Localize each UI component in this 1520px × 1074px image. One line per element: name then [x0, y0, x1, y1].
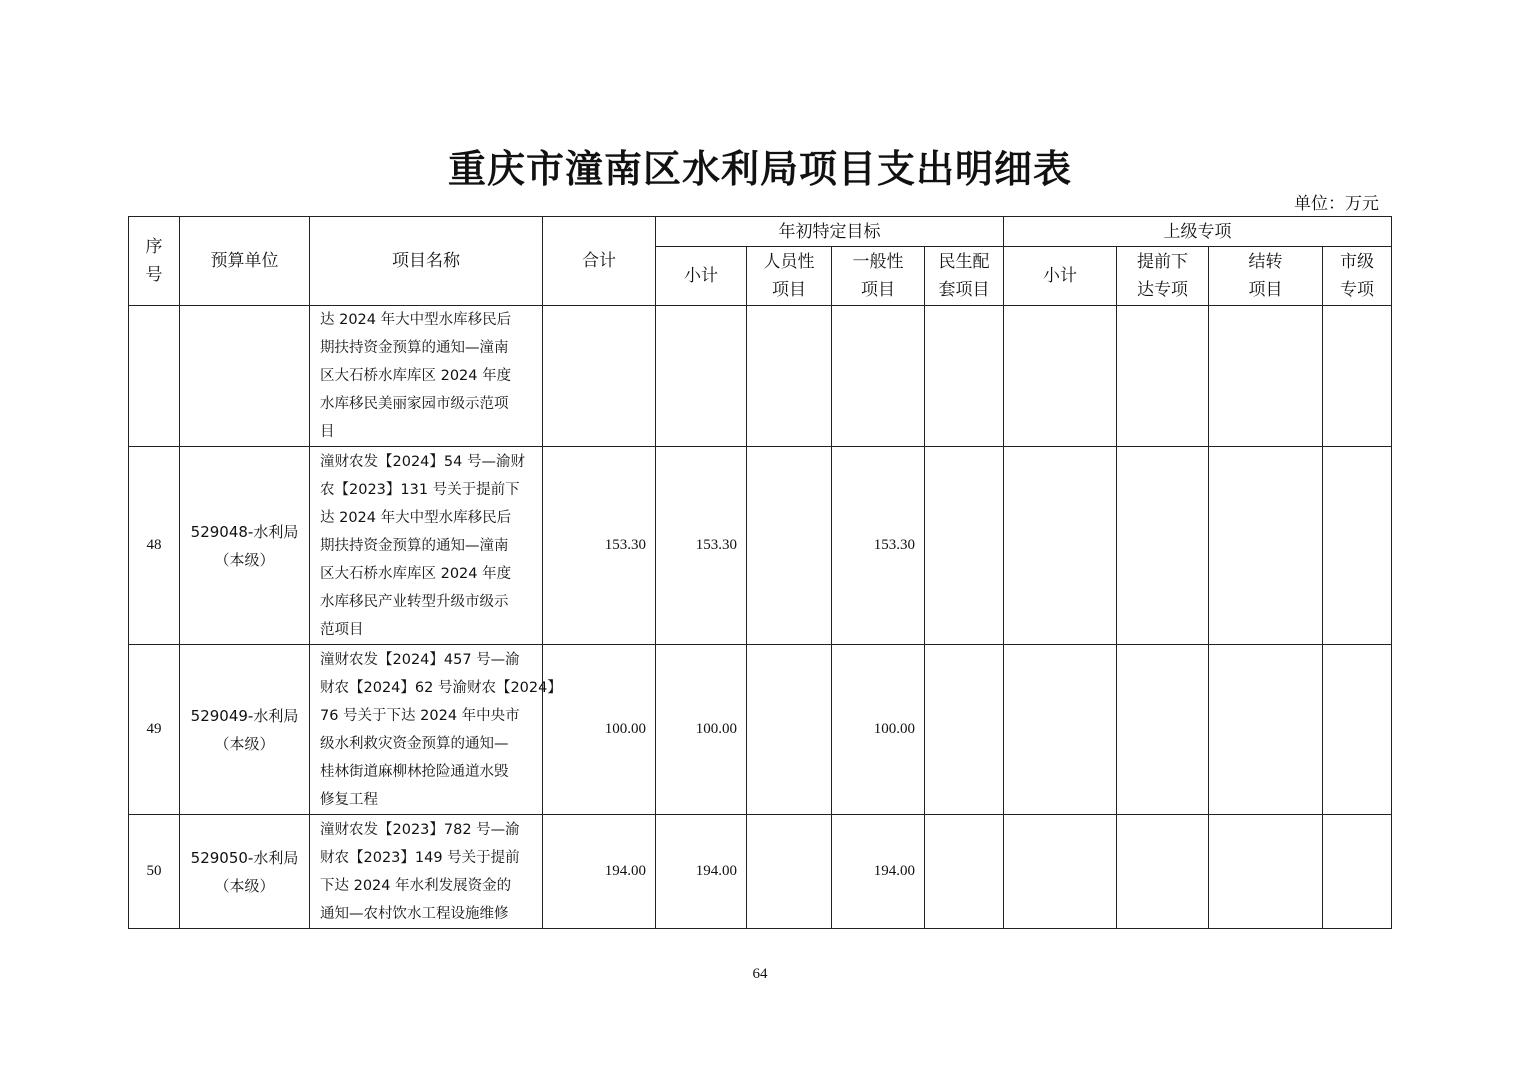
- cell-superior-city: [1323, 645, 1392, 815]
- header-group-superior: 上级专项: [1004, 217, 1392, 247]
- page-number: 64: [752, 966, 768, 982]
- header-superior-carryover-line1: 结转: [1248, 252, 1283, 272]
- project-line: 潼财农发【2024】457 号—渝: [320, 651, 520, 668]
- cell-annual-subtotal: [656, 306, 747, 447]
- cell-budget-unit-level: （本级）: [214, 550, 275, 569]
- cell-project-name: [310, 447, 543, 645]
- cell-budget-unit-level: （本级）: [214, 876, 275, 895]
- cell-budget-unit-code: 529050-水利局: [190, 848, 299, 867]
- cell-annual-subtotal: 194.00: [656, 815, 747, 929]
- cell-annual-general: 194.00: [832, 815, 925, 929]
- header-annual-livelihood-line2: 套项目: [938, 280, 990, 300]
- project-line: 下达 2024 年水利发展资金的: [320, 877, 512, 894]
- cell-budget-unit: [180, 306, 310, 447]
- cell-budget-unit-level: （本级）: [214, 734, 275, 753]
- project-line: 达 2024 年大中型水库移民后: [320, 509, 512, 526]
- project-line: 农【2023】131 号关于提前下: [320, 481, 520, 498]
- cell-superior-advance: [1117, 306, 1209, 447]
- project-line: 期扶持资金预算的通知—潼南: [320, 537, 509, 554]
- cell-annual-personnel: [747, 645, 832, 815]
- cell-seq: [129, 306, 180, 447]
- unit-label: 单位：万元: [1294, 194, 1379, 214]
- cell-superior-subtotal: [1004, 815, 1117, 929]
- header-annual-livelihood: [925, 247, 1004, 306]
- project-line: 修复工程: [320, 791, 378, 808]
- cell-superior-carryover: [1209, 815, 1323, 929]
- table-row: [129, 306, 1392, 447]
- header-annual-personnel-line2: 项目: [772, 280, 806, 300]
- project-line: 水库移民产业转型升级市级示: [320, 593, 509, 610]
- cell-total: 153.30: [543, 447, 656, 645]
- expenditure-detail-table: [128, 216, 1392, 929]
- header-superior-city-line2: 专项: [1340, 280, 1374, 300]
- cell-superior-city: [1323, 447, 1392, 645]
- header-annual-general: [832, 247, 925, 306]
- header-superior-subtotal: 小计: [1004, 247, 1117, 306]
- cell-superior-carryover: [1209, 306, 1323, 447]
- cell-project-name: [310, 645, 562, 815]
- cell-superior-city: [1323, 306, 1392, 447]
- project-line: 财农【2023】149 号关于提前: [320, 849, 520, 866]
- page-title: 重庆市潼南区水利局项目支出明细表: [447, 146, 1072, 191]
- cell-annual-livelihood: [925, 306, 1004, 447]
- cell-annual-livelihood: [925, 447, 1004, 645]
- cell-annual-subtotal: 153.30: [656, 447, 747, 645]
- cell-superior-subtotal: [1004, 645, 1117, 815]
- project-line: 范项目: [320, 621, 364, 638]
- cell-annual-general: [832, 306, 925, 447]
- project-line: 达 2024 年大中型水库移民后: [320, 312, 512, 328]
- header-annual-subtotal: 小计: [656, 247, 747, 306]
- header-seq: [129, 217, 180, 306]
- header-seq-line1: 序: [145, 237, 163, 257]
- cell-budget-unit-code: 529049-水利局: [190, 706, 299, 725]
- cell-seq: 50: [129, 815, 180, 929]
- project-line: 目: [320, 424, 335, 440]
- cell-seq: 48: [129, 447, 180, 645]
- project-line: 期扶持资金预算的通知—潼南: [320, 340, 509, 356]
- header-superior-carryover: [1209, 247, 1323, 306]
- cell-annual-personnel: [747, 447, 832, 645]
- header-annual-livelihood-line1: 民生配: [938, 252, 990, 272]
- table-row: [129, 815, 1392, 929]
- cell-superior-carryover: [1209, 645, 1323, 815]
- cell-superior-advance: [1117, 447, 1209, 645]
- cell-annual-livelihood: [925, 815, 1004, 929]
- header-superior-advance: [1117, 247, 1209, 306]
- cell-annual-livelihood: [925, 645, 1004, 815]
- header-annual-personnel: [747, 247, 832, 306]
- project-line: 潼财农发【2024】54 号—渝财: [320, 453, 525, 470]
- cell-superior-advance: [1117, 815, 1209, 929]
- cell-seq: 49: [129, 645, 180, 815]
- cell-budget-unit-code: 529048-水利局: [190, 522, 299, 541]
- cell-annual-general: 153.30: [832, 447, 925, 645]
- project-line: 76 号关于下达 2024 年中央市: [320, 707, 520, 724]
- header-superior-city: [1323, 247, 1392, 306]
- cell-budget-unit: [180, 447, 310, 645]
- header-superior-advance-line1: 提前下: [1137, 252, 1188, 272]
- project-line: 级水利救灾资金预算的通知—: [320, 735, 509, 752]
- cell-annual-subtotal: 100.00: [656, 645, 747, 815]
- cell-annual-personnel: [747, 306, 832, 447]
- project-line: 通知—农村饮水工程设施维修: [320, 905, 509, 922]
- project-line: 区大石桥水库库区 2024 年度: [320, 368, 512, 384]
- header-annual-general-line2: 项目: [861, 280, 895, 300]
- header-total: 合计: [543, 217, 656, 306]
- cell-superior-subtotal: [1004, 447, 1117, 645]
- header-seq-line2: 号: [145, 265, 163, 285]
- table-body: [129, 306, 1392, 929]
- cell-superior-city: [1323, 815, 1392, 929]
- cell-budget-unit: [180, 645, 310, 815]
- table-row: [129, 447, 1392, 645]
- header-annual-personnel-line1: 人员性: [763, 252, 815, 272]
- header-group-annual: 年初特定目标: [656, 217, 1004, 247]
- header-superior-carryover-line2: 项目: [1248, 280, 1283, 300]
- cell-total: [543, 306, 656, 447]
- cell-annual-general: 100.00: [832, 645, 925, 815]
- header-annual-general-line1: 一般性: [852, 252, 904, 272]
- cell-annual-personnel: [747, 815, 832, 929]
- cell-superior-carryover: [1209, 447, 1323, 645]
- project-line: 潼财农发【2023】782 号—渝: [320, 821, 520, 838]
- cell-total: 194.00: [543, 815, 656, 929]
- cell-project-name: [310, 306, 543, 447]
- project-line: 桂林街道麻柳林抢险通道水毁: [320, 763, 509, 780]
- cell-superior-subtotal: [1004, 306, 1117, 447]
- project-line: 区大石桥水库库区 2024 年度: [320, 565, 512, 582]
- cell-budget-unit: [180, 815, 310, 929]
- header-project-name: 项目名称: [310, 217, 543, 306]
- header-budget-unit: 预算单位: [180, 217, 310, 306]
- table-row: [129, 645, 1392, 815]
- project-line: 财农【2024】62 号渝财农【2024】: [320, 679, 562, 696]
- cell-total: 100.00: [543, 645, 656, 815]
- header-row-1: [129, 217, 1392, 247]
- header-superior-advance-line2: 达专项: [1137, 280, 1188, 300]
- project-line: 水库移民美丽家园市级示范项: [320, 396, 509, 412]
- header-superior-city-line1: 市级: [1340, 252, 1374, 272]
- cell-superior-advance: [1117, 645, 1209, 815]
- cell-project-name: [310, 815, 543, 929]
